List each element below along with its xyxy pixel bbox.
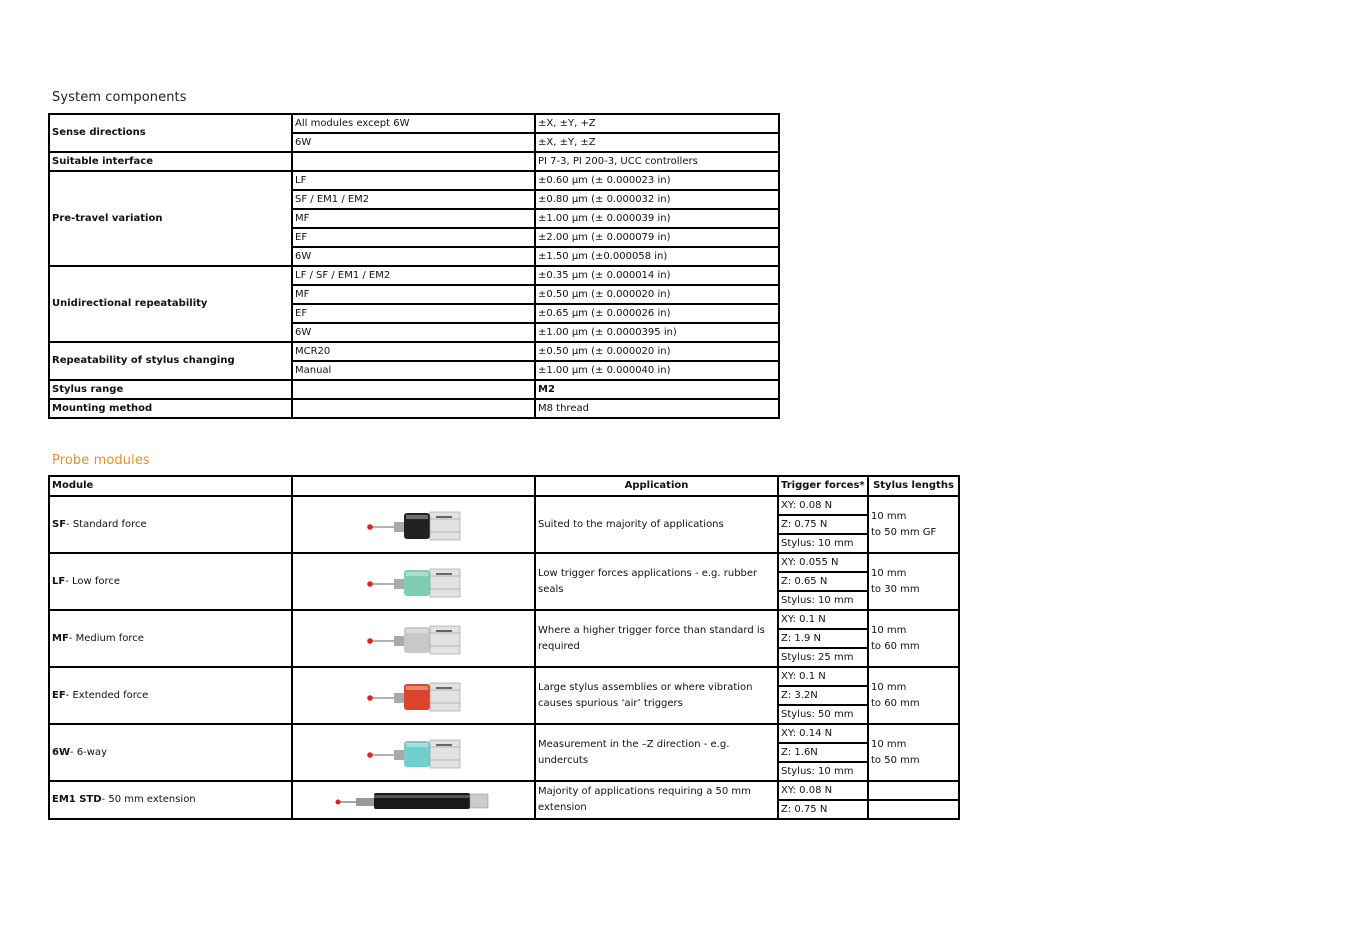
trigger-force-cell: Stylus: 10 mm xyxy=(778,534,868,553)
module-description: - 6-way xyxy=(70,746,107,758)
value-cell: ±1.00 µm (± 0.0000395 in) xyxy=(535,323,779,342)
table-row xyxy=(49,152,779,171)
module-cell: LF xyxy=(292,171,535,190)
stylus-length-min: 10 mm xyxy=(871,510,907,522)
value-cell: ±X, ±Y, ±Z xyxy=(535,133,779,152)
trigger-force-cell: Stylus: 10 mm xyxy=(778,762,868,781)
application-cell: Suited to the majority of applications xyxy=(535,496,778,553)
value-cell: ±0.50 µm (± 0.000020 in) xyxy=(535,285,779,304)
value-cell: M2 xyxy=(535,380,779,399)
probe-image-cell xyxy=(292,553,535,610)
image-header xyxy=(292,476,535,496)
value-cell: ±X, ±Y, +Z xyxy=(535,114,779,133)
table-row xyxy=(49,342,779,361)
value-cell: ±0.35 µm (± 0.000014 in) xyxy=(535,266,779,285)
stylus-length-cell xyxy=(868,496,959,553)
module-cell: MF xyxy=(292,285,535,304)
trigger-force-cell: Stylus: 50 mm xyxy=(778,705,868,724)
table-header-row xyxy=(49,476,959,496)
probe-module-icon xyxy=(364,565,464,599)
probe-modules-heading: Probe modules xyxy=(52,453,150,468)
trigger-force-cell: XY: 0.08 N xyxy=(778,496,868,515)
module-cell xyxy=(292,399,535,418)
value-cell: ±2.00 µm (± 0.000079 in) xyxy=(535,228,779,247)
module-description: - Standard force xyxy=(66,518,147,530)
stylus-length-cell xyxy=(868,800,959,819)
probe-modules-table xyxy=(48,475,960,820)
module-code: EM1 STD xyxy=(52,794,102,805)
table-row xyxy=(49,781,959,800)
suitable-interface-label: Suitable interface xyxy=(49,152,292,171)
application-cell: Majority of applications requiring a 50 mm extension xyxy=(535,781,778,819)
trigger-force-cell: Z: 3.2N xyxy=(778,686,868,705)
probe-image-cell xyxy=(292,724,535,781)
module-cell: 6W xyxy=(292,133,535,152)
stylus-length-cell xyxy=(868,724,959,781)
trigger-force-cell: Z: 1.6N xyxy=(778,743,868,762)
pre-travel-label: Pre-travel variation xyxy=(49,171,292,266)
table-row xyxy=(49,399,779,418)
trigger-force-cell: Z: 0.65 N xyxy=(778,572,868,591)
module-cell: 6W xyxy=(292,323,535,342)
stylus-lengths-header: Stylus lengths xyxy=(868,476,959,496)
stylus-length-cell xyxy=(868,610,959,667)
probe-image-cell xyxy=(292,610,535,667)
stylus-length-max: to 50 mm GF xyxy=(871,526,937,538)
module-cell: MF xyxy=(292,209,535,228)
probe-module-icon xyxy=(364,736,464,770)
module-name-cell xyxy=(49,496,292,553)
trigger-forces-header: Trigger forces* xyxy=(778,476,868,496)
module-code: LF xyxy=(52,575,66,587)
trigger-force-cell: XY: 0.1 N xyxy=(778,610,868,629)
probe-module-icon xyxy=(364,508,464,542)
trigger-force-cell: Z: 0.75 N xyxy=(778,800,868,819)
stylus-length-max: to 60 mm xyxy=(871,697,920,709)
module-name-cell xyxy=(49,667,292,724)
trigger-force-cell: XY: 0.14 N xyxy=(778,724,868,743)
stylus-length-cell xyxy=(868,553,959,610)
stylus-length-min: 10 mm xyxy=(871,567,907,579)
table-row xyxy=(49,667,959,686)
mounting-method-label: Mounting method xyxy=(49,399,292,418)
module-cell: LF / SF / EM1 / EM2 xyxy=(292,266,535,285)
stylus-length-min: 10 mm xyxy=(871,738,907,750)
stylus-length-min: 10 mm xyxy=(871,681,907,693)
module-description: - Medium force xyxy=(68,632,144,644)
extension-probe-icon xyxy=(334,787,494,813)
value-cell: ±0.80 µm (± 0.000032 in) xyxy=(535,190,779,209)
trigger-force-cell: Z: 1.9 N xyxy=(778,629,868,648)
module-cell: MCR20 xyxy=(292,342,535,361)
value-cell: ±1.00 µm (± 0.000040 in) xyxy=(535,361,779,380)
stylus-length-max: to 30 mm xyxy=(871,583,920,595)
module-cell xyxy=(292,152,535,171)
table-row xyxy=(49,114,779,133)
table-row xyxy=(49,553,959,572)
table-row xyxy=(49,496,959,515)
module-cell: SF / EM1 / EM2 xyxy=(292,190,535,209)
application-cell: Measurement in the –Z direction - e.g. undercuts xyxy=(535,724,778,781)
module-description: - Extended force xyxy=(65,689,149,701)
probe-module-icon xyxy=(364,679,464,713)
stylus-length-cell xyxy=(868,667,959,724)
module-header: Module xyxy=(49,476,292,496)
module-cell: Manual xyxy=(292,361,535,380)
system-components-heading: System components xyxy=(52,90,187,105)
stylus-range-label: Stylus range xyxy=(49,380,292,399)
probe-image-cell xyxy=(292,781,535,819)
module-description: - Low force xyxy=(65,575,121,587)
table-row xyxy=(49,380,779,399)
value-cell: ±0.60 µm (± 0.000023 in) xyxy=(535,171,779,190)
module-code: EF xyxy=(52,689,66,701)
table-row xyxy=(49,266,779,285)
trigger-force-cell: Z: 0.75 N xyxy=(778,515,868,534)
table-row xyxy=(49,171,779,190)
module-name-cell xyxy=(49,724,292,781)
probe-module-icon xyxy=(364,622,464,656)
value-cell: ±0.65 µm (± 0.000026 in) xyxy=(535,304,779,323)
sense-directions-label: Sense directions xyxy=(49,114,292,152)
module-description: - 50 mm extension xyxy=(101,794,196,805)
stylus-length-cell xyxy=(868,781,959,800)
stylus-length-max: to 50 mm xyxy=(871,754,920,766)
module-code: SF xyxy=(52,518,67,530)
application-cell: Large stylus assemblies or where vibration causes spurious ‘air’ triggers xyxy=(535,667,778,724)
value-cell: M8 thread xyxy=(535,399,779,418)
module-name-cell xyxy=(49,781,292,819)
system-components-table xyxy=(48,113,780,419)
module-name-cell xyxy=(49,553,292,610)
table-row xyxy=(49,724,959,743)
probe-image-cell xyxy=(292,667,535,724)
stylus-changing-label: Repeatability of stylus changing xyxy=(49,342,292,380)
application-cell: Where a higher trigger force than standard is required xyxy=(535,610,778,667)
trigger-force-cell: Stylus: 10 mm xyxy=(778,591,868,610)
trigger-force-cell: Stylus: 25 mm xyxy=(778,648,868,667)
module-cell xyxy=(292,380,535,399)
module-code: MF xyxy=(52,632,69,644)
trigger-force-cell: XY: 0.08 N xyxy=(778,781,868,800)
repeatability-label: Unidirectional repeatability xyxy=(49,266,292,342)
value-cell: ±1.00 µm (± 0.000039 in) xyxy=(535,209,779,228)
module-cell: EF xyxy=(292,304,535,323)
module-cell: EF xyxy=(292,228,535,247)
stylus-length-min: 10 mm xyxy=(871,624,907,636)
module-name-cell xyxy=(49,610,292,667)
stylus-length-max: to 60 mm xyxy=(871,640,920,652)
module-cell: All modules except 6W xyxy=(292,114,535,133)
probe-rows xyxy=(49,496,959,819)
table-row xyxy=(49,610,959,629)
module-code: 6W xyxy=(52,746,70,758)
application-cell: Low trigger forces applications - e.g. rubber seals xyxy=(535,553,778,610)
module-cell: 6W xyxy=(292,247,535,266)
value-cell: PI 7-3, PI 200-3, UCC controllers xyxy=(535,152,779,171)
application-header: Application xyxy=(535,476,778,496)
value-cell: ±1.50 µm (±0.000058 in) xyxy=(535,247,779,266)
probe-image-cell xyxy=(292,496,535,553)
value-cell: ±0.50 µm (± 0.000020 in) xyxy=(535,342,779,361)
trigger-force-cell: XY: 0.055 N xyxy=(778,553,868,572)
trigger-force-cell: XY: 0.1 N xyxy=(778,667,868,686)
